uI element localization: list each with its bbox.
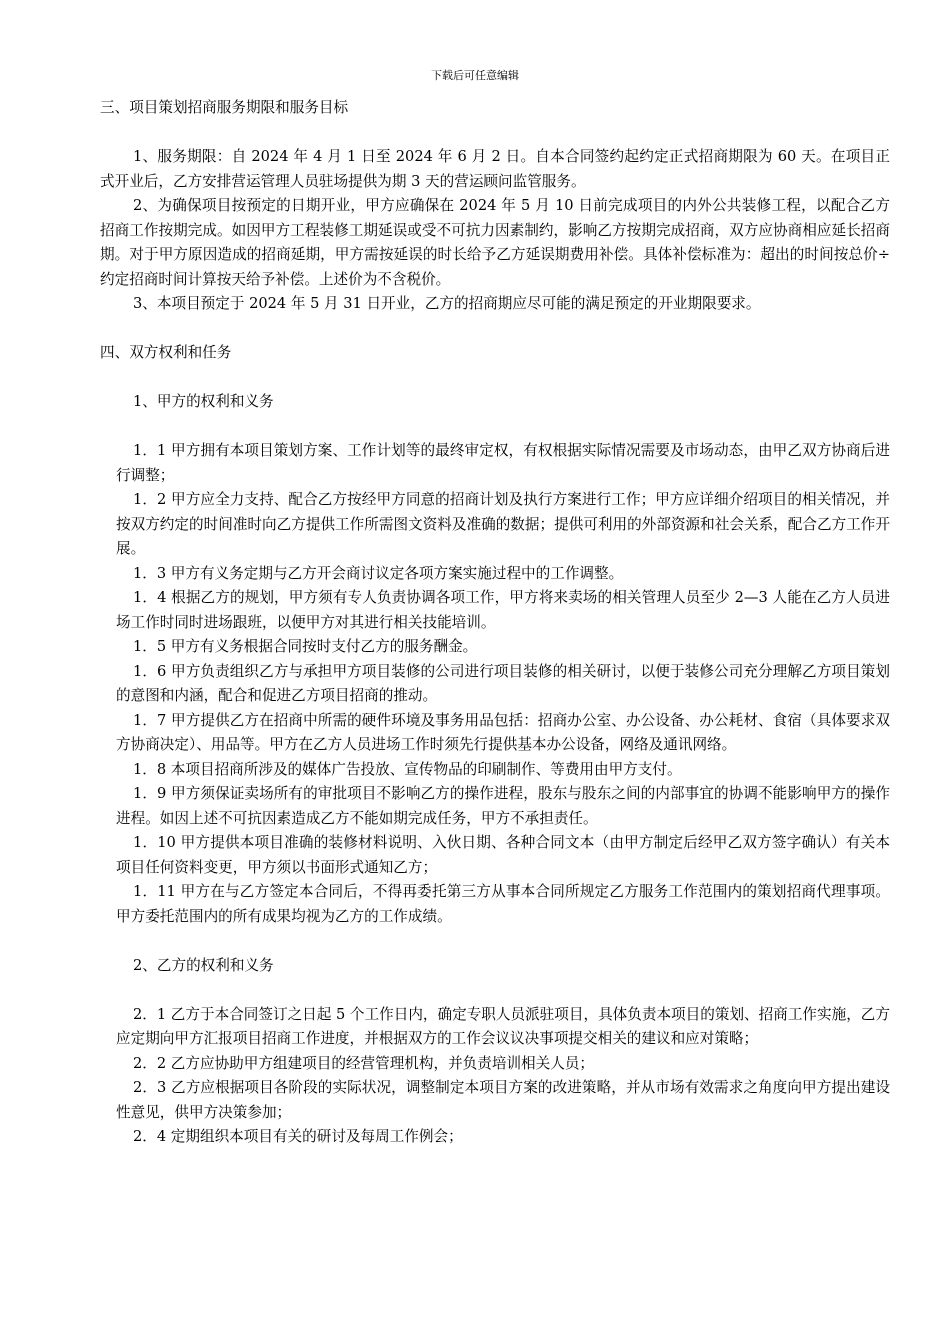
- party-a-item: 1．9 甲方须保证卖场所有的审批项目不影响乙方的操作进程，股东与股东之间的内部事宜的协调不能影响甲方的操作进程。如因上述不可抗因素造成乙方不能如期完成任务，甲方不承担责任。: [116, 785, 890, 827]
- party-a-item: 1．3 甲方有义务定期与乙方开会商讨议定各项方案实施过程中的工作调整。: [133, 564, 624, 582]
- party-a-item: 1．4 根据乙方的规划，甲方须有专人负责协调各项工作，甲方将来卖场的相关管理人员至少 2—3 人能在乙方人员进场工作时同时进场跟班，以便甲方对其进行相关技能培训。: [116, 589, 890, 631]
- party-b-items: [100, 1003, 890, 1150]
- spacer: [100, 415, 890, 440]
- spacer: [100, 978, 890, 1003]
- party-b-item: 2．2 乙方应协助甲方组建项目的经营管理机构，并负责培训相关人员；: [133, 1054, 595, 1072]
- party-a-item: 1．6 甲方负责组织乙方与承担甲方项目装修的公司进行项目装修的相关研讨，以便于装修公司充分理解乙方项目策划的意图和内涵，配合和促进乙方项目招商的推动。: [116, 662, 890, 704]
- section-3-paragraph: 1、服务期限：自 2024 年 4 月 1 日至 2024 年 6 月 2 日。自本合同签约起约定正式招商期限为 60 天。在项目正式开业后，乙方安排营运管理人员驻场提供为期 3 天的营运顾问监管服务。: [100, 148, 890, 190]
- section-3-paragraph: 3、本项目预定于 2024 年 5 月 31 日开业，乙方的招商期应尽可能的满足预定的开业期限要求。: [133, 295, 761, 312]
- spacer: [100, 929, 890, 954]
- party-a-item: 1．1 甲方拥有本项目策划方案、工作计划等的最终审定权，有权根据实际情况需要及市场动态，由甲乙双方协商后进行调整；: [116, 442, 890, 484]
- party-a-item: 1．10 甲方提供本项目准确的装修材料说明、入伙日期、各种合同文本（由甲方制定后经甲乙双方签字确认）有关本项目任何资料变更，甲方须以书面形式通知乙方；: [116, 834, 890, 876]
- party-a-items: [100, 439, 890, 929]
- document-body: [100, 96, 890, 1150]
- spacer: [100, 366, 890, 391]
- party-b-title: 2、乙方的权利和义务: [133, 956, 274, 974]
- party-a-title: 1、甲方的权利和义务: [133, 393, 274, 410]
- party-a-item: 1．5 甲方有义务根据合同按时支付乙方的服务酬金。: [133, 638, 478, 655]
- party-a-item: 1．7 甲方提供乙方在招商中所需的硬件环境及事务用品包括：招商办公室、办公设备、办公耗材、食宿（具体要求双方协商决定）、用品等。甲方在乙方人员进场工作时须先行提供基本办公设备，网络及通讯网络。: [116, 711, 890, 753]
- party-b-item: 2．3 乙方应根据项目各阶段的实际状况，调整制定本项目方案的改进策略，并从市场有效需求之角度向甲方提出建设性意见，供甲方决策参加；: [116, 1079, 890, 1121]
- spacer: [100, 121, 890, 146]
- party-b-item: 2．4 定期组织本项目有关的研讨及每周工作例会；: [133, 1128, 463, 1145]
- party-a-item: 1．2 甲方应全力支持、配合乙方按经甲方同意的招商计划及执行方案进行工作；甲方应详细介绍项目的相关情况，并按双方约定的时间准时向乙方提供工作所需图文资料及准确的数据；提供可利用的外部资源和社会关系，配合乙方工作开展。: [116, 491, 890, 557]
- section-4-title: 四、双方权利和任务: [100, 344, 232, 361]
- party-b-item: 2．1 乙方于本合同签订之日起 5 个工作日内，确定专职人员派驻项目，具体负责本项目的策划、招商工作实施，乙方应定期向甲方汇报项目招商工作进度，并根据双方的工作会议议决事项提交相关的建议和应对策略；: [116, 1005, 890, 1047]
- party-a-item: 1．11 甲方在与乙方签定本合同后，不得再委托第三方从事本合同所规定乙方服务工作范围内的策划招商代理事项。甲方委托范围内的所有成果均视为乙方的工作成绩。: [116, 883, 890, 925]
- party-a-item: 1．8 本项目招商所涉及的媒体广告投放、宣传物品的印刷制作、等费用由甲方支付。: [133, 760, 682, 778]
- spacer: [100, 317, 890, 342]
- page-header-note: 下载后可任意编辑: [431, 69, 519, 82]
- section-3-paragraph: 2、为确保项目按预定的日期开业，甲方应确保在 2024 年 5 月 10 日前完成项目的内外公共装修工程，以配合乙方招商工作按期完成。如因甲方工程装修工期延误或受不可抗力因素制约，影响乙方按期完成招商，双方应协商相应延长招商期。对于甲方原因造成的招商延期，甲方需按延误的时长给予乙方延误期费用补偿。具体补偿标准为：超出的时间按总价÷约定招商时间计算按天给予补偿。上述价为不含税价。: [100, 197, 890, 288]
- section-3-title: 三、项目策划招商服务期限和服务目标: [100, 99, 349, 116]
